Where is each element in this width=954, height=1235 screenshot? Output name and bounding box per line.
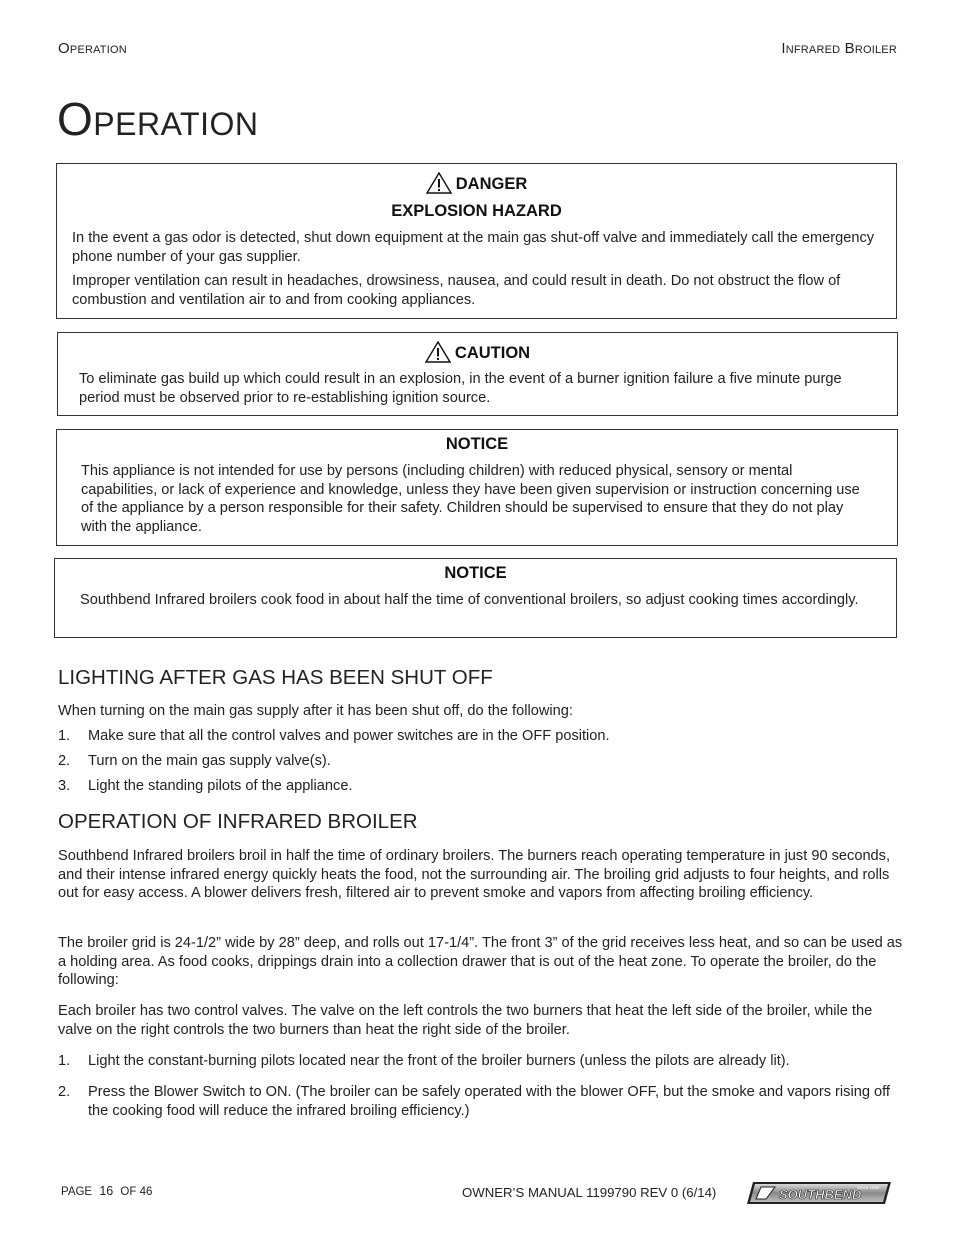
- logo-text: SOUTHBEND: [779, 1187, 862, 1202]
- warning-triangle-icon: [425, 341, 451, 363]
- danger-title: DANGER: [455, 175, 528, 193]
- list-item: [58, 752, 904, 771]
- list-text: Turn on the main gas supply valve(s).: [88, 753, 331, 769]
- notice-title: NOTICE: [445, 435, 509, 453]
- list-item: [58, 1083, 904, 1120]
- section-heading-lighting: LIGHTING AFTER GAS HAS BEEN SHUT OFF: [58, 666, 493, 689]
- list-text: Light the constant-burning pilots located near the front of the broiler burners (unless the pilots are already lit).: [88, 1053, 790, 1069]
- list-item: [58, 777, 904, 796]
- running-header-right: Infrared Broiler: [781, 40, 897, 57]
- page-label: PAGE: [61, 1186, 93, 1198]
- list-text: Light the standing pilots of the appliance.: [88, 778, 353, 794]
- manual-reference: OWNER’S MANUAL 1199790 REV 0 (6/14): [462, 1185, 717, 1200]
- danger-box: [56, 163, 897, 319]
- caution-text: To eliminate gas build up which could result in an explosion, in the event of a burner ignition failure a five minute purge period must be observed prior to re-establishing ignition source.: [79, 371, 842, 406]
- danger-paragraph: Improper ventilation can result in headaches, drowsiness, nausea, and could result in death. Do not obstruct the flow of combustion and ventilation air to and from cooking appliances.: [72, 273, 841, 308]
- list-text: Press the Blower Switch to ON. (The broiler can be safely operated with the blower OFF, but the smoke and vapors rising off the cooking food will reduce the infrared broiling efficiency.): [88, 1084, 890, 1119]
- caution-title: CAUTION: [454, 344, 531, 362]
- page-number: 16: [99, 1184, 114, 1198]
- lighting-intro: When turning on the main gas supply after it has been shut off, do the following:: [58, 703, 573, 719]
- caution-box: [57, 332, 898, 416]
- operation-paragraph: The broiler grid is 24-1/2” wide by 28” deep, and rolls out 17-1/4”. The front 3” of the grid receives less heat, and so can be used as a holding area. As food cooks, drippings drain into a collection drawer that is out of the heat zone. To operate the broiler, do the following:: [58, 935, 903, 988]
- running-header-left: Operation: [58, 40, 127, 57]
- warning-triangle-icon: [426, 172, 452, 194]
- section-heading-operation: OPERATION OF INFRARED BROILER: [58, 810, 418, 833]
- list-item: [58, 727, 904, 746]
- notice-title: NOTICE: [444, 564, 507, 582]
- operation-paragraph: Southbend Infrared broilers broil in half the time of ordinary broilers. The burners reach operating temperature in just 90 seconds, and their intense infrared energy quickly heats the food, not the surrounding air. The broiling grid adjusts to four heights, and rolls out for easy access. A blower delivers fresh, filtered air to prevent smoke and vapors from affecting broiling efficiency.: [58, 848, 891, 901]
- page-total: OF 46: [120, 1186, 153, 1198]
- page-title: Operation: [57, 93, 259, 145]
- list-text: Make sure that all the control valves and power switches are in the OFF position.: [88, 728, 610, 744]
- list-number: 1.: [58, 1053, 71, 1069]
- logo-tagline: Since 1898: [857, 1185, 880, 1190]
- list-number: 1.: [58, 728, 71, 744]
- list-number: 2.: [58, 753, 71, 769]
- southbend-logo: [745, 1180, 893, 1206]
- list-number: 3.: [58, 778, 71, 794]
- list-number: 2.: [58, 1084, 71, 1100]
- page-indicator: [61, 1184, 156, 1198]
- notice-box: [54, 558, 897, 638]
- danger-paragraph: In the event a gas odor is detected, shut down equipment at the main gas shut-off valve and immediately call the emergency phone number of your gas supplier.: [72, 230, 875, 265]
- danger-subtitle: EXPLOSION HAZARD: [391, 202, 562, 220]
- list-item: [58, 1052, 904, 1071]
- operation-paragraph: Each broiler has two control valves. The valve on the left controls the two burners that heat the left side of the broiler, while the valve on the right controls the two burners than heat the right side of the broiler.: [58, 1003, 873, 1038]
- notice-box: [56, 429, 898, 546]
- notice-text: This appliance is not intended for use by persons (including children) with reduced physical, sensory or mental capabilities, or lack of experience and knowledge, unless they have been given supervision or instruction concerning use of the appliance by a person responsible for their safety. Children should be supervised to ensure that they do not play with the appliance.: [81, 463, 860, 535]
- notice-text: Southbend Infrared broilers cook food in about half the time of conventional broilers, so adjust cooking times accordingly.: [80, 592, 859, 608]
